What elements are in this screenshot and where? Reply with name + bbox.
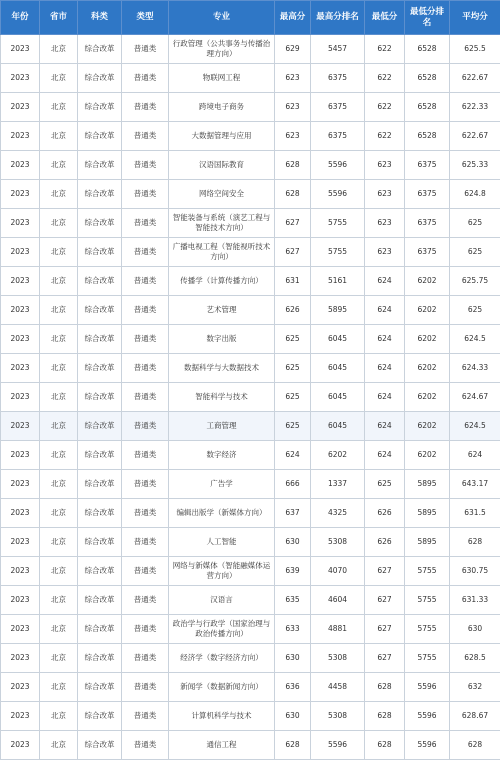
province-cell: 北京 — [40, 383, 78, 412]
year-cell: 2023 — [1, 122, 40, 151]
table-row[interactable] — [1, 35, 500, 64]
year-cell: 2023 — [1, 412, 40, 441]
major-cell: 传播学（计算传播方向） — [169, 267, 275, 296]
year-cell: 2023 — [1, 267, 40, 296]
min-rank-cell: 5895 — [405, 470, 450, 499]
min-score-cell: 622 — [365, 93, 405, 122]
subject-cell: 综合改革 — [78, 528, 122, 557]
max-score-cell: 623 — [275, 122, 311, 151]
major-cell: 跨境电子商务 — [169, 93, 275, 122]
table-row[interactable] — [1, 151, 500, 180]
subject-cell: 综合改革 — [78, 383, 122, 412]
province-cell: 北京 — [40, 64, 78, 93]
max-score-cell: 625 — [275, 354, 311, 383]
subject-cell: 综合改革 — [78, 267, 122, 296]
avg-score-cell: 624.33 — [450, 354, 500, 383]
subject-cell: 综合改革 — [78, 644, 122, 673]
avg-score-cell: 625.33 — [450, 151, 500, 180]
major-cell: 经济学（数字经济方向） — [169, 644, 275, 673]
min-score-cell: 624 — [365, 296, 405, 325]
type-cell: 普通类 — [122, 528, 169, 557]
province-cell: 北京 — [40, 615, 78, 644]
year-cell: 2023 — [1, 731, 40, 760]
year-cell: 2023 — [1, 64, 40, 93]
year-cell: 2023 — [1, 673, 40, 702]
max-score-cell: 627 — [275, 209, 311, 238]
header-year[interactable]: 年份 — [1, 1, 40, 35]
type-cell: 普通类 — [122, 122, 169, 151]
max-score-cell: 628 — [275, 180, 311, 209]
max-score-cell: 625 — [275, 325, 311, 354]
avg-score-cell: 625.75 — [450, 267, 500, 296]
min-score-cell: 624 — [365, 412, 405, 441]
min-score-cell: 626 — [365, 499, 405, 528]
max-rank-cell: 6045 — [311, 412, 365, 441]
type-cell: 普通类 — [122, 441, 169, 470]
province-cell: 北京 — [40, 296, 78, 325]
major-cell: 物联网工程 — [169, 64, 275, 93]
province-cell: 北京 — [40, 354, 78, 383]
min-rank-cell: 6202 — [405, 325, 450, 354]
subject-cell: 综合改革 — [78, 151, 122, 180]
major-cell: 智能科学与技术 — [169, 383, 275, 412]
type-cell: 普通类 — [122, 412, 169, 441]
min-rank-cell: 6528 — [405, 93, 450, 122]
type-cell: 普通类 — [122, 296, 169, 325]
subject-cell: 综合改革 — [78, 615, 122, 644]
max-score-cell: 627 — [275, 238, 311, 267]
max-rank-cell: 5596 — [311, 180, 365, 209]
table-row[interactable] — [1, 528, 500, 557]
table-row[interactable] — [1, 557, 500, 586]
type-cell: 普通类 — [122, 615, 169, 644]
avg-score-cell: 630.75 — [450, 557, 500, 586]
table-header — [1, 1, 500, 35]
max-rank-cell: 6045 — [311, 383, 365, 412]
major-cell: 汉语言 — [169, 586, 275, 615]
province-cell: 北京 — [40, 731, 78, 760]
min-score-cell: 624 — [365, 267, 405, 296]
subject-cell: 综合改革 — [78, 499, 122, 528]
province-cell: 北京 — [40, 35, 78, 64]
province-cell: 北京 — [40, 644, 78, 673]
avg-score-cell: 625 — [450, 238, 500, 267]
min-score-cell: 624 — [365, 383, 405, 412]
province-cell: 北京 — [40, 93, 78, 122]
type-cell: 普通类 — [122, 325, 169, 354]
province-cell: 北京 — [40, 412, 78, 441]
max-rank-cell: 5755 — [311, 238, 365, 267]
max-rank-cell: 6375 — [311, 64, 365, 93]
avg-score-cell: 628 — [450, 731, 500, 760]
min-rank-cell: 5755 — [405, 615, 450, 644]
type-cell: 普通类 — [122, 267, 169, 296]
avg-score-cell: 622.67 — [450, 122, 500, 151]
table-row[interactable] — [1, 296, 500, 325]
min-score-cell: 622 — [365, 64, 405, 93]
table-row[interactable] — [1, 209, 500, 238]
max-rank-cell: 5596 — [311, 731, 365, 760]
max-rank-cell: 4070 — [311, 557, 365, 586]
table-row[interactable] — [1, 238, 500, 267]
subject-cell: 综合改革 — [78, 354, 122, 383]
year-cell: 2023 — [1, 702, 40, 731]
type-cell: 普通类 — [122, 151, 169, 180]
min-score-cell: 627 — [365, 586, 405, 615]
min-score-cell: 627 — [365, 615, 405, 644]
min-score-cell: 622 — [365, 35, 405, 64]
table-row[interactable] — [1, 499, 500, 528]
major-cell: 数据科学与大数据技术 — [169, 354, 275, 383]
avg-score-cell: 628 — [450, 528, 500, 557]
subject-cell: 综合改革 — [78, 238, 122, 267]
year-cell: 2023 — [1, 180, 40, 209]
province-cell: 北京 — [40, 267, 78, 296]
min-score-cell: 623 — [365, 209, 405, 238]
subject-cell: 综合改革 — [78, 557, 122, 586]
min-rank-cell: 6202 — [405, 267, 450, 296]
min-score-cell: 626 — [365, 528, 405, 557]
max-score-cell: 630 — [275, 528, 311, 557]
max-rank-cell: 5457 — [311, 35, 365, 64]
min-rank-cell: 6528 — [405, 64, 450, 93]
table-row[interactable] — [1, 267, 500, 296]
max-score-cell: 628 — [275, 731, 311, 760]
min-rank-cell: 6202 — [405, 441, 450, 470]
min-rank-cell: 5755 — [405, 557, 450, 586]
table-row[interactable] — [1, 615, 500, 644]
subject-cell: 综合改革 — [78, 122, 122, 151]
major-cell: 人工智能 — [169, 528, 275, 557]
year-cell: 2023 — [1, 644, 40, 673]
subject-cell: 综合改革 — [78, 180, 122, 209]
max-score-cell: 666 — [275, 470, 311, 499]
min-rank-cell: 6375 — [405, 151, 450, 180]
header-province[interactable]: 省市 — [40, 1, 78, 35]
type-cell: 普通类 — [122, 557, 169, 586]
year-cell: 2023 — [1, 325, 40, 354]
avg-score-cell: 631.5 — [450, 499, 500, 528]
major-cell: 通信工程 — [169, 731, 275, 760]
avg-score-cell: 632 — [450, 673, 500, 702]
province-cell: 北京 — [40, 238, 78, 267]
min-score-cell: 624 — [365, 354, 405, 383]
province-cell: 北京 — [40, 122, 78, 151]
min-rank-cell: 6528 — [405, 122, 450, 151]
min-rank-cell: 6202 — [405, 383, 450, 412]
avg-score-cell: 630 — [450, 615, 500, 644]
subject-cell: 综合改革 — [78, 35, 122, 64]
max-rank-cell: 1337 — [311, 470, 365, 499]
min-rank-cell: 6375 — [405, 238, 450, 267]
min-rank-cell: 5596 — [405, 702, 450, 731]
max-score-cell: 626 — [275, 296, 311, 325]
min-rank-cell: 6202 — [405, 412, 450, 441]
min-score-cell: 623 — [365, 238, 405, 267]
type-cell: 普通类 — [122, 238, 169, 267]
subject-cell: 综合改革 — [78, 64, 122, 93]
avg-score-cell: 624.5 — [450, 325, 500, 354]
avg-score-cell: 631.33 — [450, 586, 500, 615]
province-cell: 北京 — [40, 528, 78, 557]
max-score-cell: 630 — [275, 702, 311, 731]
major-cell: 数字出版 — [169, 325, 275, 354]
subject-cell: 综合改革 — [78, 441, 122, 470]
avg-score-cell: 624.67 — [450, 383, 500, 412]
min-score-cell: 628 — [365, 731, 405, 760]
max-score-cell: 623 — [275, 64, 311, 93]
major-cell: 编辑出版学（新媒体方向） — [169, 499, 275, 528]
year-cell: 2023 — [1, 528, 40, 557]
major-cell: 数字经济 — [169, 441, 275, 470]
year-cell: 2023 — [1, 354, 40, 383]
year-cell: 2023 — [1, 470, 40, 499]
type-cell: 普通类 — [122, 383, 169, 412]
table-row[interactable] — [1, 383, 500, 412]
avg-score-cell: 628.67 — [450, 702, 500, 731]
subject-cell: 综合改革 — [78, 702, 122, 731]
avg-score-cell: 624.8 — [450, 180, 500, 209]
major-cell: 新闻学（数据新闻方向） — [169, 673, 275, 702]
header-min-rank[interactable]: 最低分排名 — [405, 1, 450, 35]
max-rank-cell: 4604 — [311, 586, 365, 615]
subject-cell: 综合改革 — [78, 412, 122, 441]
year-cell: 2023 — [1, 499, 40, 528]
province-cell: 北京 — [40, 702, 78, 731]
min-rank-cell: 5755 — [405, 586, 450, 615]
table-body — [1, 35, 500, 760]
max-score-cell: 636 — [275, 673, 311, 702]
major-cell: 大数据管理与应用 — [169, 122, 275, 151]
max-score-cell: 629 — [275, 35, 311, 64]
province-cell: 北京 — [40, 209, 78, 238]
min-rank-cell: 5755 — [405, 644, 450, 673]
province-cell: 北京 — [40, 470, 78, 499]
subject-cell: 综合改革 — [78, 325, 122, 354]
province-cell: 北京 — [40, 151, 78, 180]
avg-score-cell: 624.5 — [450, 412, 500, 441]
max-score-cell: 637 — [275, 499, 311, 528]
max-rank-cell: 5308 — [311, 528, 365, 557]
max-score-cell: 623 — [275, 93, 311, 122]
max-rank-cell: 6375 — [311, 93, 365, 122]
max-rank-cell: 4325 — [311, 499, 365, 528]
year-cell: 2023 — [1, 615, 40, 644]
min-rank-cell: 6528 — [405, 35, 450, 64]
header-min-score[interactable]: 最低分 — [365, 1, 405, 35]
max-score-cell: 625 — [275, 383, 311, 412]
max-score-cell: 631 — [275, 267, 311, 296]
max-rank-cell: 6045 — [311, 325, 365, 354]
max-rank-cell: 6045 — [311, 354, 365, 383]
table-row[interactable] — [1, 412, 500, 441]
max-score-cell: 625 — [275, 412, 311, 441]
table-row[interactable] — [1, 470, 500, 499]
table-row[interactable] — [1, 441, 500, 470]
max-rank-cell: 6202 — [311, 441, 365, 470]
subject-cell: 综合改革 — [78, 296, 122, 325]
major-cell: 网络与新媒体（智能融媒体运营方向） — [169, 557, 275, 586]
year-cell: 2023 — [1, 238, 40, 267]
table-row[interactable] — [1, 673, 500, 702]
subject-cell: 综合改革 — [78, 93, 122, 122]
major-cell: 艺术管理 — [169, 296, 275, 325]
avg-score-cell: 622.33 — [450, 93, 500, 122]
type-cell: 普通类 — [122, 209, 169, 238]
min-score-cell: 628 — [365, 673, 405, 702]
avg-score-cell: 624 — [450, 441, 500, 470]
max-rank-cell: 5755 — [311, 209, 365, 238]
type-cell: 普通类 — [122, 673, 169, 702]
subject-cell: 综合改革 — [78, 470, 122, 499]
major-cell: 政治学与行政学（国家治理与政治传播方向） — [169, 615, 275, 644]
min-rank-cell: 5895 — [405, 499, 450, 528]
table-row[interactable] — [1, 731, 500, 760]
table-row[interactable] — [1, 586, 500, 615]
header-subject[interactable]: 科类 — [78, 1, 122, 35]
min-score-cell: 627 — [365, 557, 405, 586]
min-rank-cell: 6202 — [405, 354, 450, 383]
province-cell: 北京 — [40, 441, 78, 470]
avg-score-cell: 643.17 — [450, 470, 500, 499]
max-rank-cell: 5308 — [311, 702, 365, 731]
min-score-cell: 624 — [365, 441, 405, 470]
year-cell: 2023 — [1, 557, 40, 586]
min-score-cell: 628 — [365, 702, 405, 731]
header-type[interactable]: 类型 — [122, 1, 169, 35]
header-max-rank[interactable]: 最高分排名 — [311, 1, 365, 35]
year-cell: 2023 — [1, 296, 40, 325]
min-score-cell: 625 — [365, 470, 405, 499]
subject-cell: 综合改革 — [78, 586, 122, 615]
type-cell: 普通类 — [122, 499, 169, 528]
min-rank-cell: 5895 — [405, 528, 450, 557]
type-cell: 普通类 — [122, 354, 169, 383]
type-cell: 普通类 — [122, 180, 169, 209]
min-score-cell: 624 — [365, 325, 405, 354]
max-score-cell: 628 — [275, 151, 311, 180]
type-cell: 普通类 — [122, 470, 169, 499]
subject-cell: 综合改革 — [78, 673, 122, 702]
year-cell: 2023 — [1, 151, 40, 180]
table-row[interactable] — [1, 354, 500, 383]
year-cell: 2023 — [1, 441, 40, 470]
max-score-cell: 633 — [275, 615, 311, 644]
type-cell: 普通类 — [122, 731, 169, 760]
max-score-cell: 639 — [275, 557, 311, 586]
table-row[interactable] — [1, 644, 500, 673]
avg-score-cell: 628.5 — [450, 644, 500, 673]
header-max-score[interactable]: 最高分 — [275, 1, 311, 35]
province-cell: 北京 — [40, 586, 78, 615]
min-score-cell: 623 — [365, 180, 405, 209]
type-cell: 普通类 — [122, 586, 169, 615]
header-major[interactable]: 专业 — [169, 1, 275, 35]
max-score-cell: 630 — [275, 644, 311, 673]
max-rank-cell: 5895 — [311, 296, 365, 325]
province-cell: 北京 — [40, 499, 78, 528]
province-cell: 北京 — [40, 557, 78, 586]
avg-score-cell: 622.67 — [450, 64, 500, 93]
major-cell: 汉语国际教育 — [169, 151, 275, 180]
min-rank-cell: 6375 — [405, 209, 450, 238]
table-row[interactable] — [1, 180, 500, 209]
year-cell: 2023 — [1, 586, 40, 615]
province-cell: 北京 — [40, 673, 78, 702]
table-row[interactable] — [1, 122, 500, 151]
table-row[interactable] — [1, 702, 500, 731]
major-cell: 广告学 — [169, 470, 275, 499]
max-score-cell: 624 — [275, 441, 311, 470]
year-cell: 2023 — [1, 383, 40, 412]
max-rank-cell: 4881 — [311, 615, 365, 644]
province-cell: 北京 — [40, 180, 78, 209]
min-score-cell: 627 — [365, 644, 405, 673]
subject-cell: 综合改革 — [78, 209, 122, 238]
table-row[interactable] — [1, 64, 500, 93]
max-rank-cell: 5308 — [311, 644, 365, 673]
year-cell: 2023 — [1, 93, 40, 122]
min-score-cell: 622 — [365, 122, 405, 151]
table-row[interactable] — [1, 93, 500, 122]
major-cell: 工商管理 — [169, 412, 275, 441]
min-score-cell: 623 — [365, 151, 405, 180]
major-cell: 计算机科学与技术 — [169, 702, 275, 731]
major-cell: 智能装备与系统（演艺工程与智能技术方向） — [169, 209, 275, 238]
major-cell: 行政管理（公共事务与传播治理方向） — [169, 35, 275, 64]
year-cell: 2023 — [1, 35, 40, 64]
header-row — [1, 1, 500, 35]
major-cell: 广播电视工程（智能视听技术方向） — [169, 238, 275, 267]
avg-score-cell: 625 — [450, 209, 500, 238]
min-rank-cell: 5596 — [405, 673, 450, 702]
province-cell: 北京 — [40, 325, 78, 354]
table-row[interactable] — [1, 325, 500, 354]
header-avg-score[interactable]: 平均分 — [450, 1, 500, 35]
type-cell: 普通类 — [122, 644, 169, 673]
max-rank-cell: 5596 — [311, 151, 365, 180]
max-rank-cell: 4458 — [311, 673, 365, 702]
type-cell: 普通类 — [122, 35, 169, 64]
type-cell: 普通类 — [122, 64, 169, 93]
major-cell: 网络空间安全 — [169, 180, 275, 209]
min-rank-cell: 6202 — [405, 296, 450, 325]
min-rank-cell: 5596 — [405, 731, 450, 760]
avg-score-cell: 625.5 — [450, 35, 500, 64]
max-rank-cell: 6375 — [311, 122, 365, 151]
avg-score-cell: 625 — [450, 296, 500, 325]
year-cell: 2023 — [1, 209, 40, 238]
max-score-cell: 635 — [275, 586, 311, 615]
max-rank-cell: 5161 — [311, 267, 365, 296]
min-rank-cell: 6375 — [405, 180, 450, 209]
subject-cell: 综合改革 — [78, 731, 122, 760]
type-cell: 普通类 — [122, 93, 169, 122]
type-cell: 普通类 — [122, 702, 169, 731]
